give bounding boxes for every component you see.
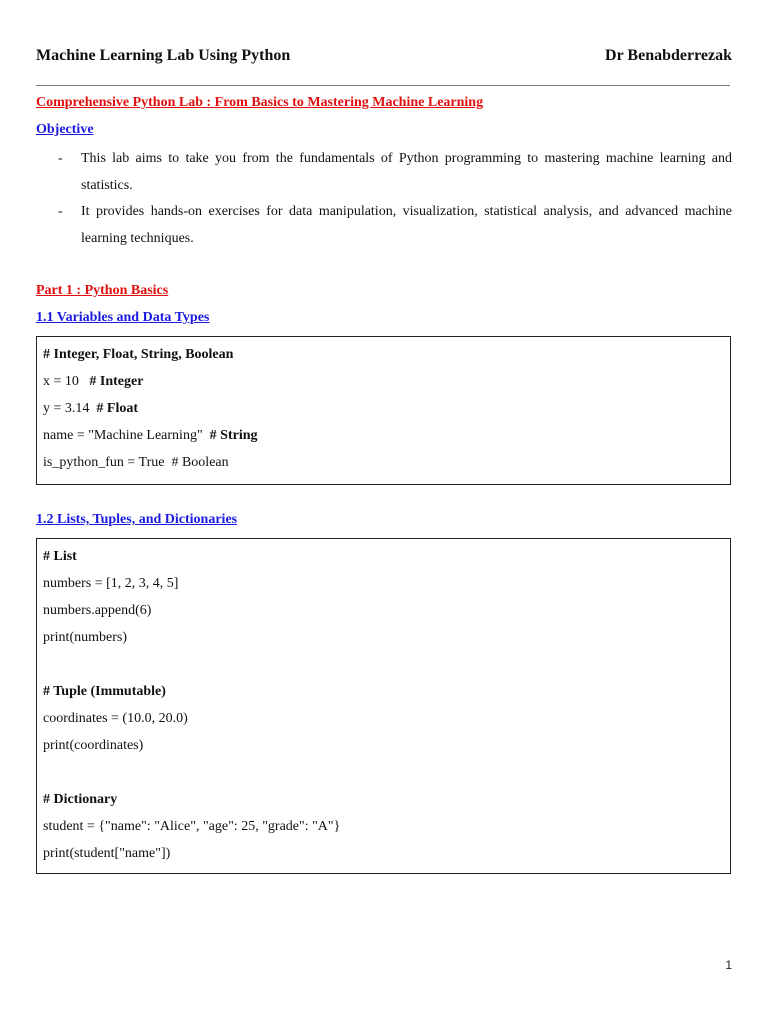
code-line bbox=[43, 705, 724, 732]
code-text: x = 10 bbox=[43, 374, 90, 389]
code-comment: # Dictionary bbox=[43, 792, 118, 807]
section-1-1-heading: 1.1 Variables and Data Types bbox=[36, 310, 210, 325]
code-line bbox=[43, 341, 724, 368]
bullet-dash: - bbox=[58, 204, 63, 219]
section-1-2-heading: 1.2 Lists, Tuples, and Dictionaries bbox=[36, 512, 238, 527]
objective-text: This lab aims to take you from the fundamentals of Python programming to mastering machine learning and statistics. bbox=[81, 151, 732, 193]
code-line bbox=[43, 368, 724, 395]
code-text: student = {"name": "Alice", "age": 25, "grade": "A"} bbox=[43, 819, 341, 834]
code-comment: # Integer bbox=[89, 374, 144, 389]
code-text: name = "Machine Learning" bbox=[43, 428, 210, 443]
code-line bbox=[43, 597, 724, 624]
code-block-variables bbox=[36, 336, 731, 485]
code-comment: # Integer, Float, String, Boolean bbox=[43, 347, 234, 362]
code-line bbox=[43, 624, 724, 651]
code-line bbox=[43, 813, 724, 840]
header-author: Dr Benabderrezak bbox=[605, 47, 732, 64]
objective-text: It provides hands-on exercises for data manipulation, visualization, statistical analysis, and advanced machine learning techniques. bbox=[81, 204, 732, 246]
code-line bbox=[43, 786, 724, 813]
code-line bbox=[43, 759, 724, 786]
part1-heading: Part 1 : Python Basics bbox=[36, 283, 169, 298]
code-text: print(student["name"]) bbox=[43, 846, 171, 861]
code-block-collections bbox=[36, 538, 731, 874]
objective-item bbox=[36, 199, 732, 252]
code-comment: # String bbox=[209, 428, 258, 443]
code-comment: # List bbox=[43, 549, 77, 564]
page-header bbox=[36, 47, 732, 71]
code-text: print(numbers) bbox=[43, 630, 127, 645]
code-text: is_python_fun = True # Boolean bbox=[43, 455, 229, 470]
code-line bbox=[43, 395, 724, 422]
code-line bbox=[43, 840, 724, 867]
code-line bbox=[43, 678, 724, 705]
objective-item bbox=[36, 146, 732, 199]
objective-list bbox=[36, 146, 732, 252]
code-comment: # Float bbox=[96, 401, 139, 416]
document-title: Comprehensive Python Lab : From Basics to Mastering Machine Learning bbox=[36, 95, 484, 110]
code-text: coordinates = (10.0, 20.0) bbox=[43, 711, 188, 726]
code-text: numbers.append(6) bbox=[43, 603, 152, 618]
code-line bbox=[43, 422, 724, 449]
code-text: numbers = [1, 2, 3, 4, 5] bbox=[43, 576, 179, 591]
code-line bbox=[43, 543, 724, 570]
code-line bbox=[43, 651, 724, 678]
header-course-title: Machine Learning Lab Using Python bbox=[36, 47, 291, 64]
code-text: y = 3.14 bbox=[43, 401, 97, 416]
code-line bbox=[43, 732, 724, 759]
header-divider bbox=[36, 85, 730, 86]
code-comment: # Tuple (Immutable) bbox=[43, 684, 166, 699]
code-line bbox=[43, 570, 724, 597]
bullet-dash: - bbox=[58, 151, 63, 166]
code-text: print(coordinates) bbox=[43, 738, 144, 753]
objective-heading: Objective bbox=[36, 122, 94, 137]
code-line bbox=[43, 449, 724, 476]
page-number: 1 bbox=[725, 958, 732, 972]
